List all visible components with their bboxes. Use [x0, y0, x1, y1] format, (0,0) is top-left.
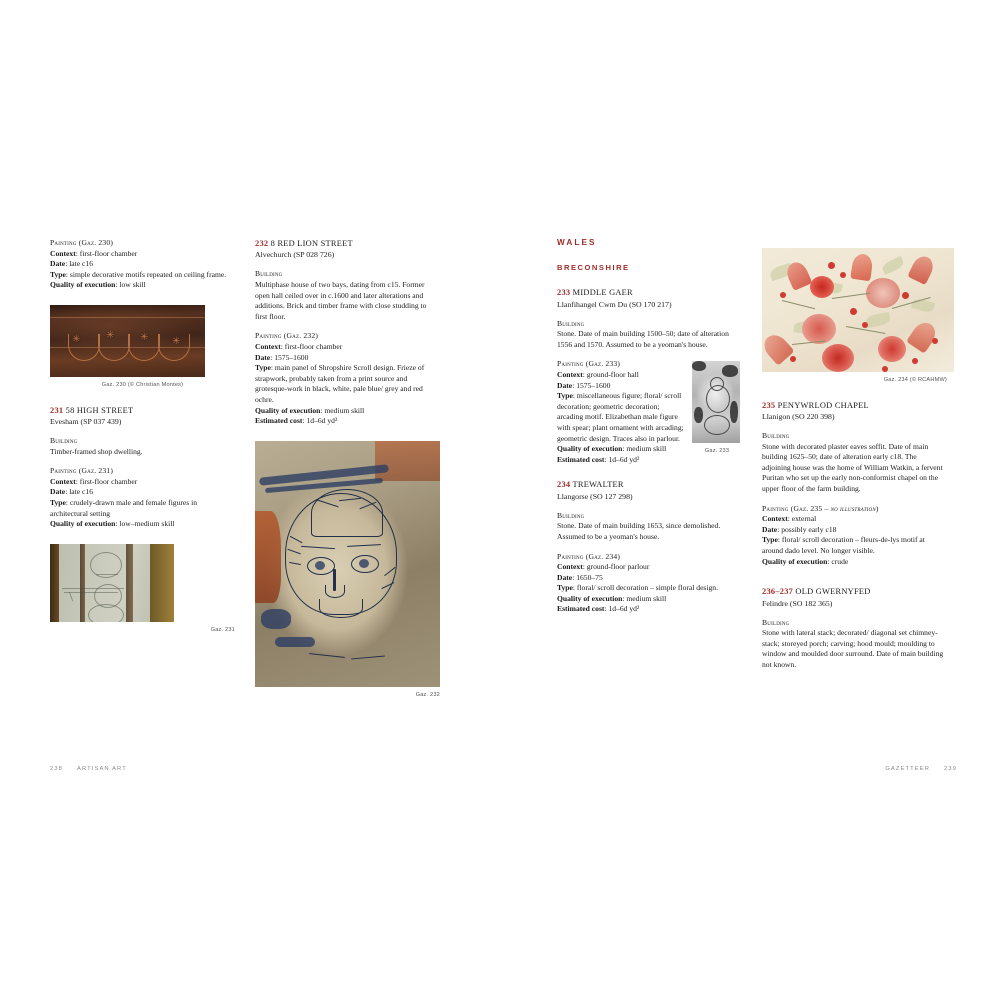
date-label: Date: [50, 259, 66, 269]
painting-heading-235: [762, 504, 947, 515]
figure-gaz-232: [255, 441, 440, 701]
quality-label: Quality of execution: [50, 280, 116, 290]
date-line-232: [255, 353, 440, 364]
entry-title-236: OLD GWERNYFED: [793, 587, 871, 597]
building-heading-234: Building: [557, 510, 585, 520]
page-number-left: 238: [50, 766, 63, 772]
context-label: Context: [557, 369, 583, 379]
context-value: : first-floor chamber: [75, 476, 138, 486]
entry-place-233: Llanfihangel Cwm Du (SO 170 217): [557, 299, 672, 309]
type-value: : main panel of Shropshire Scroll design. Frieze of strapwork, probably taken from a print source and grotesque-work in black, white, pale blue/ grey and red ochre.: [255, 363, 425, 404]
date-label: Date: [762, 524, 778, 534]
cost-value: : 1d–6d yd²: [604, 604, 640, 614]
building-heading-235: Building: [762, 431, 790, 440]
type-label: Type: [50, 497, 66, 507]
type-value: : crudely-drawn male and female figures in architectural setting: [50, 497, 198, 518]
entry-title-233: MIDDLE GAER: [570, 288, 633, 298]
date-value: : possibly early c18: [777, 524, 837, 534]
context-value: : external: [787, 514, 817, 524]
building-text-233: Stone. Date of main building 1500–50; date of alteration 1556 and 1570. Assumed to be a yeoman's house.: [557, 329, 729, 349]
date-label: Date: [557, 572, 573, 582]
right-page-column-a: [557, 238, 742, 615]
page-number-right: 239: [944, 766, 957, 772]
painting-heading-230: Painting (Gaz. 230): [50, 238, 114, 247]
date-label: Date: [255, 352, 271, 362]
quality-label: Quality of execution: [557, 444, 623, 454]
type-line-230: [50, 270, 235, 281]
quality-value: : crude: [827, 556, 849, 566]
painting-heading-italic-235: no illustration: [830, 503, 876, 513]
painting-heading-231: Painting (Gaz. 231): [50, 466, 114, 476]
entry-number-234: 234: [557, 480, 571, 490]
date-label: Date: [557, 380, 573, 390]
quality-value: : medium skill: [622, 593, 667, 603]
context-line-235: [762, 514, 947, 525]
cost-value: : 1d–6d yd²: [604, 454, 640, 464]
entry-heading-236: [762, 586, 947, 597]
building-text-232: Multiphase house of two bays, dating from c15. Former open hall ceiled over in c.1600 and later alterations and additions. Brick and timber frame with close studding to first floor.: [255, 280, 427, 321]
context-label: Context: [762, 514, 788, 524]
date-label: Date: [50, 487, 66, 497]
building-text-231: Timber-framed shop dwelling.: [50, 446, 143, 456]
context-label: Context: [50, 476, 76, 486]
photo-gaz-231: [50, 544, 174, 622]
context-label: Context: [255, 341, 281, 351]
entry-place-232: Alvechurch (SP 028 726): [255, 250, 335, 260]
painting-heading-232: Painting (Gaz. 232): [255, 331, 319, 341]
date-value: : 1575–1600: [572, 380, 611, 390]
building-heading-236: Building: [762, 617, 790, 627]
county-heading-breconshire: BRECONSHIRE: [557, 262, 630, 272]
type-line-231: [50, 498, 235, 519]
entry-number-231: 231: [50, 405, 64, 415]
entry-number-233: 233: [557, 288, 571, 298]
entry-place-235: Llanigon (SO 220 398): [762, 412, 835, 421]
date-line-231: [50, 487, 235, 498]
context-value: : first-floor chamber: [280, 341, 343, 351]
type-line-232: [255, 363, 440, 405]
date-value: : late c16: [65, 487, 94, 497]
type-line-234: [557, 583, 742, 594]
entry-place-234: Llangorse (SO 127 298): [557, 491, 633, 501]
cost-value: : 1d–6d yd²: [302, 416, 338, 426]
figure-gaz-231: [50, 544, 235, 636]
quality-value: : low skill: [115, 280, 146, 290]
context-label: Context: [557, 562, 583, 572]
context-value: : first-floor chamber: [75, 248, 138, 258]
cost-line-232: [255, 416, 440, 427]
context-line-234: [557, 562, 742, 573]
photo-gaz-234: [762, 248, 954, 372]
context-line-232: [255, 342, 440, 353]
quality-label: Quality of execution: [50, 519, 116, 529]
running-head-right: GAZETTEER: [885, 766, 931, 772]
entry-number-235: 235: [762, 400, 776, 410]
cost-line-234: [557, 604, 742, 615]
cost-label: Estimated cost: [255, 416, 303, 426]
cost-label: Estimated cost: [557, 454, 605, 464]
building-text-236: Stone with lateral stack; decorated/ diagonal set chimney-stack; storeyed porch; carving; hood mould; moulding to window and moulded door surround. Date of main building not known.: [762, 628, 944, 669]
page-right: [557, 238, 957, 784]
date-value: : 1575–1600: [270, 352, 309, 362]
figure-caption-233: Gaz. 233: [704, 448, 730, 455]
date-line-234: [557, 573, 742, 584]
type-label: Type: [557, 583, 573, 593]
context-line-230: [50, 249, 235, 260]
entry-heading-231: [50, 405, 235, 416]
date-value: : 1650–75: [572, 572, 603, 582]
type-label: Type: [762, 535, 778, 545]
left-page-column-b: [255, 238, 440, 700]
cost-label: Estimated cost: [557, 604, 605, 614]
building-heading-233: Building: [557, 318, 585, 328]
quality-value: : low–medium skill: [115, 519, 175, 529]
figure-caption-234: Gaz. 234 (© RCAHMW): [883, 377, 947, 383]
photo-gaz-233: [692, 361, 740, 443]
type-value: : miscellaneous figure; floral/ scroll decoration; geometric decoration; arcading motif. Elizabethan male figure with spear; plant ornament with arcading; geometric design. Traces also in parlour.: [557, 391, 684, 443]
painting-heading-prefix-235: Painting (Gaz. 235 –: [762, 503, 831, 513]
figure-caption-230: Gaz. 230 (© Christian Montes): [101, 381, 184, 388]
entry-place-236: Felindre (SO 182 365): [762, 598, 833, 608]
context-line-231: [50, 477, 235, 488]
quality-label: Quality of execution: [255, 405, 321, 415]
date-line-235: [762, 525, 947, 536]
type-value: : floral/ scroll decoration – fleurs-de-lys motif at around dado level. No longer visible.: [762, 535, 925, 555]
quality-line-231: [50, 519, 235, 530]
quality-line-235: [762, 557, 947, 568]
type-line-235: [762, 535, 947, 556]
folio-left: [50, 766, 127, 772]
date-line-230: [50, 259, 235, 270]
figure-gaz-234: [762, 248, 947, 386]
entry-title-234: TREWALTER: [570, 480, 624, 490]
context-value: : ground-floor hall: [582, 369, 639, 379]
quality-line-234: [557, 594, 742, 605]
entry-number-232: 232: [255, 239, 269, 248]
type-value: : simple decorative motifs repeated on ceiling frame.: [65, 269, 227, 279]
right-page-column-b: [762, 238, 947, 671]
painting-heading-suffix-235: ): [875, 503, 879, 513]
entry-place-231: Evesham (SP 037 439): [50, 416, 122, 426]
quality-label: Quality of execution: [762, 556, 828, 566]
photo-gaz-232: [255, 441, 440, 687]
region-heading-wales: WALES: [557, 238, 597, 247]
entry-heading-232: [255, 238, 440, 249]
building-text-235: Stone with decorated plaster eaves soffit. Date of main building 1625–50; date of alteration early c18. The adjoining house was the home of William Watkin, a fervent Puritan who set up the early non-conformist chapel on the upper floor of the farm building.: [762, 441, 943, 493]
quality-label: Quality of execution: [557, 593, 623, 603]
type-label: Type: [50, 269, 66, 279]
quality-value: : medium skill: [320, 405, 365, 415]
building-heading-232: Building: [255, 269, 283, 279]
photo-gaz-230: ✳ ✳ ✳ ✳: [50, 305, 205, 377]
date-value: : late c16: [65, 259, 94, 269]
quality-line-230: [50, 280, 235, 291]
figure-caption-231: Gaz. 231: [210, 626, 235, 633]
building-heading-231: Building: [50, 435, 78, 445]
entry-title-232: 8 RED LION STREET: [268, 239, 353, 248]
running-head-left: ARTISAN ART: [76, 766, 127, 772]
page-left: [50, 238, 450, 784]
entry-title-235: PENYWRLOD CHAPEL: [775, 400, 869, 410]
building-text-234: Stone. Date of main building 1653, since demolished. Assumed to be a yeoman's house.: [557, 521, 721, 541]
painting-heading-233: Painting (Gaz. 233): [557, 359, 621, 369]
figure-caption-232: Gaz. 232: [415, 691, 440, 698]
entry-heading-235: [762, 400, 947, 411]
type-label: Type: [255, 363, 271, 373]
quality-value: : medium skill: [622, 444, 667, 454]
painting-heading-234: Painting (Gaz. 234): [557, 551, 621, 561]
figure-gaz-233: [692, 361, 742, 457]
figure-gaz-230: [50, 305, 235, 391]
entry-heading-233: [557, 287, 742, 298]
entry-heading-234: [557, 479, 742, 490]
left-page-column-a: [50, 238, 235, 635]
entry-number-236: 236–237: [762, 587, 794, 597]
type-value: : floral/ scroll decoration – simple floral design.: [572, 583, 718, 593]
context-label: Context: [50, 248, 76, 258]
entry-title-231: 58 HIGH STREET: [63, 405, 134, 415]
folio-right: [557, 766, 957, 772]
type-label: Type: [557, 391, 573, 401]
quality-line-232: [255, 406, 440, 417]
context-value: : ground-floor parlour: [582, 562, 650, 572]
